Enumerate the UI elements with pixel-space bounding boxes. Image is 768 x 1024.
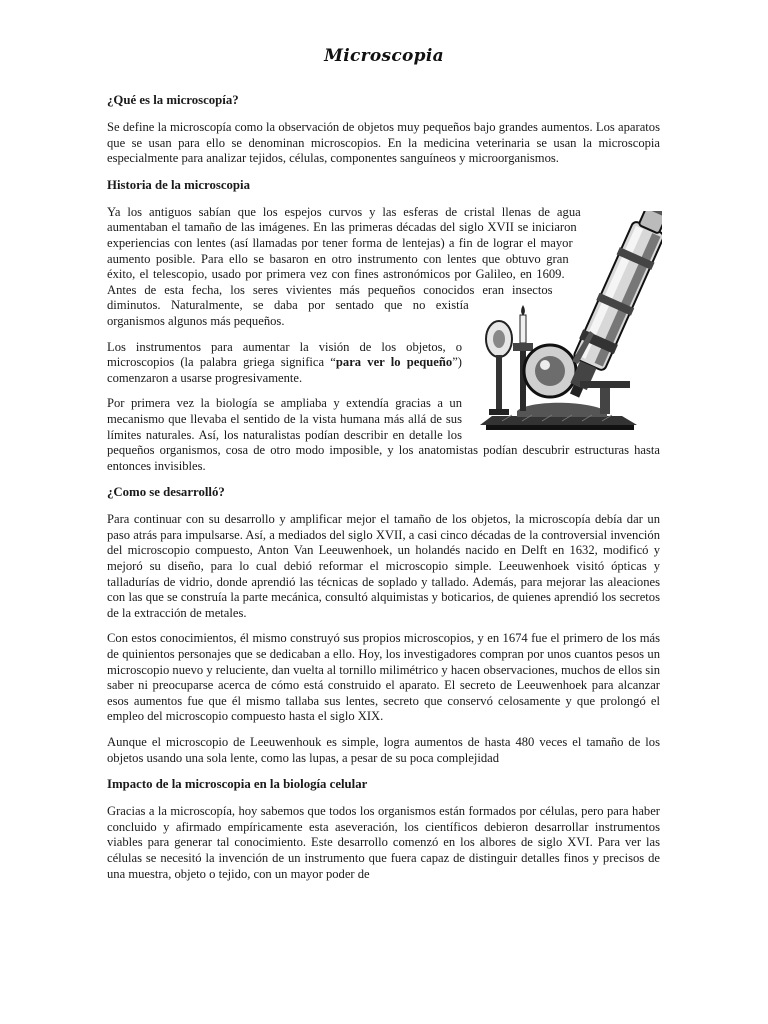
paragraph-antiguos: Ya los antiguos sabían que los espejos curvos y las esferas de cristal llenas de agua aumentaban el tamaño de las imágenes. En las primeras décadas del siglo XVII se iniciaron experiencias con lentes (así llamadas por tener forma de lentejas) a fin de lograr el mayor aumento posible. Para ello se basaron en otro instrumento con lentes que obtuvo gran éxito, el telescopio, usado por primera vez con fines astronómicos por Galileo, en 1609. Antes de esta fecha, los seres vivientes más pequeños conocidos eran insectos diminutos. Naturalmente, se daba por sentado que no existía organismos algunos más pequeños.	[107, 204, 581, 328]
paragraph-biologia: Por primera vez la biología se ampliaba y extendía gracias a un mecanismo que llevaba el sentido de la vista humana más allá de sus límites naturales. Así, los naturalistas podían describir en detalle los pequeños organismos, cosa de otro modo imposible, y los anatomistas podían descubrir estructuras hasta entonces invisibles.	[107, 396, 660, 473]
paragraph-conocimientos: Con estos conocimientos, él mismo construyó sus propios microscopios, y en 1674 fue el primero de los más de quinientos personajes que se dedicaban a ello. Hoy, los investigadores compran por unos cuantos pesos un microscopio nuevo y reluciente, dan vuelta al tornillo milimétrico y hacen observaciones, muchos de ellos sin saber ni preocuparse acerca de cómo está construido el aparato. El secreto de Leeuwenhoek para alcanzar esos aumentos fue que él mismo tallaba sus lentes, secreto que conservó celosamente y que prolongó el empleo del microscopio compuesto hasta el siglo XIX.	[107, 631, 660, 724]
instrumentos-text-before: Los instrumentos para aumentar la visión de los objetos, o microscopios (la palabra griega significa “	[107, 339, 462, 370]
instrumentos-bold-phrase: para ver lo pequeño	[335, 355, 453, 370]
paragraph-gracias: Gracias a la microscopía, hoy sabemos que todos los organismos están formados por células, pero para haber concluido y afirmado empíricamente esta aseveración, los científicos debieron desarrollar instrumentos viables para generar tal conocimiento. Este desarrollo comenzó en los albores de siglo XVI. Para ver las células se necesitó la invención de un instrumento que fuera capaz de distinguir detalles finos y precisos de una muestra, objeto o tejido, con un mayor poder de	[107, 804, 660, 881]
paragraph-continuar: Para continuar con su desarrollo y amplificar mejor el tamaño de los objetos, la microscopía debía dar un paso atrás para impulsarse. Así, a mediados del siglo XVII, a casi cinco décadas de la controversial invención del microscopio compuesto, Anton Van Leeuwenhoek, un holandés nacido en Delft en 1632, modificó y mejoró su diseño, para lo cual debió reformar el microscopio simple. Leeuwenhoek visitó ópticas y talladurías de vidrio, donde aprendió las técnicas de soplado y tallado. Además, para mejorar las aleaciones con las que se construía la parte mecánica, consultó alquimistas y boticarios, de quienes aprendió los secretos de la extracción de metales.	[107, 512, 660, 620]
section-heading-que-es: ¿Qué es la microscopía?	[107, 93, 239, 107]
document-body	[107, 92, 660, 892]
section-heading-impacto: Impacto de la microscopia en la biología celular	[107, 777, 368, 792]
section-heading-desarrollo: ¿Como se desarrolló?	[107, 485, 225, 500]
instrumentos-text-after: ”) comenzaron a usarse progresivamente.	[107, 355, 462, 385]
paragraph-simple: Aunque el microscopio de Leeuwenhouk es simple, logra aumentos de hasta 480 veces el tamaño de los objetos usando una sola lente, como las lupas, a pesar de su poca complejidad	[107, 735, 660, 765]
paragraph-definicion: Se define la microscopía como la observación de objetos muy pequeños bajo grandes aumentos. Los aparatos que se usan para ello se denominan microscopios. En la medicina veterinaria se usan la microscopia especialmente para analizar tejidos, células, componentes sanguíneos y microorganismos.	[107, 120, 660, 166]
document-title: Microscopia	[324, 46, 444, 66]
section-heading-historia: Historia de la microscopia	[107, 177, 251, 192]
